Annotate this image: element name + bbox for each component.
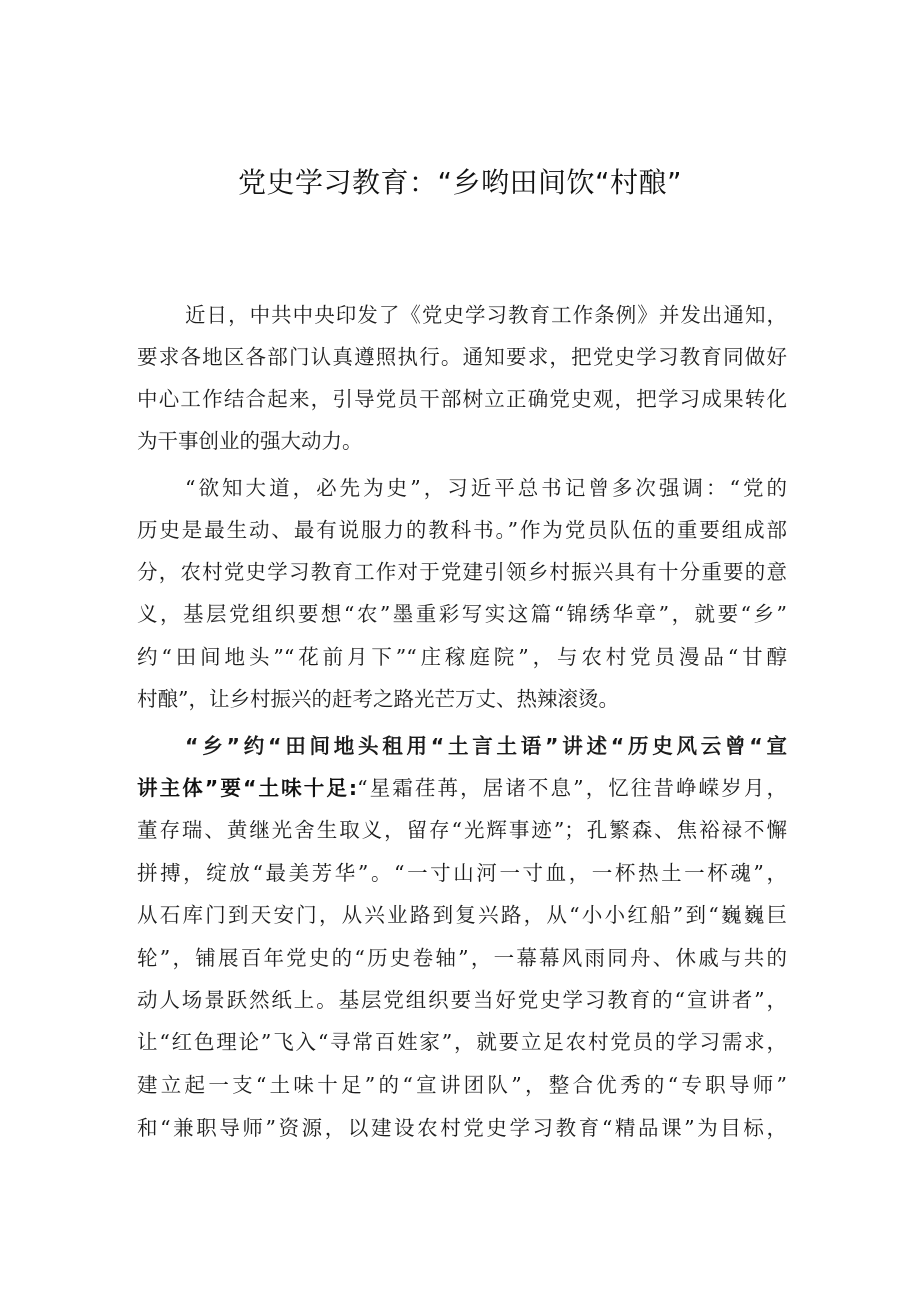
paragraph-3-heading-bold: 讲主体”要“土味十足:	[137, 776, 358, 800]
paragraph-2-line-1: “欲知大道，必先为史”，习近平总书记曾多次强调：“党的	[185, 476, 787, 500]
paragraph-2-line-6: 村酿”，让乡村振兴的赶考之路光芒万丈、热辣滚烫。	[137, 687, 619, 711]
paragraph-3-line-2-rest: “星霜荏苒，居诸不息”，忆往昔峥嵘岁月，	[357, 776, 787, 800]
paragraph-3-line-2	[137, 773, 787, 803]
document-title: 党史学习教育：“乡哟田间饮“村酿”	[237, 166, 683, 199]
paragraph-3-line-10: 和“兼职导师”资源，以建设农村党史学习教育“精品课”为目标，	[137, 1116, 787, 1140]
paragraph-3-line-7: 动人场景跃然纸上。基层党组织要当好党史学习教育的“宣讲者”，	[137, 988, 787, 1012]
paragraph-3-line-8: 让“红色理论”飞入“寻常百姓家”，就要立足农村党员的学习需求，	[137, 1030, 787, 1054]
paragraph-2-line-3: 分，农村党史学习教育工作对于党建引领乡村振兴具有十分重要的意	[137, 560, 787, 584]
paragraph-3-heading-line-1: “乡”约“田间地头租用“土言土语”讲述“历史风云曾“宣	[185, 734, 787, 758]
paragraph-2-line-5: 约“田间地头”“花前月下”“庄稼庭院”，与农村党员漫品“甘醇	[137, 645, 787, 669]
paragraph-1-line-2: 要求各地区各部门认真遵照执行。通知要求，把党史学习教育同做好	[137, 345, 787, 369]
paragraph-1-line-1: 近日，中共中央印发了《党史学习教育工作条例》并发出通知，	[185, 303, 787, 327]
paragraph-2-line-4: 义，基层党组织要想“农”墨重彩写实这篇“锦绣华章”，就要“乡”	[137, 602, 787, 626]
paragraph-3-line-9: 建立起一支“土味十足”的“宣讲团队”，整合优秀的“专职导师”	[137, 1073, 787, 1097]
paragraph-2-line-2: 历史是最生动、最有说服力的教科书。”作为党员队伍的重要组成部	[137, 518, 787, 542]
paragraph-1-line-3: 中心工作结合起来，引导党员干部树立正确党史观，把学习成果转化	[137, 387, 787, 411]
paragraph-3-line-4: 拼搏，绽放“最美芳华”。“一寸山河一寸血，一杯热土一杯魂”，	[137, 861, 787, 885]
paragraph-1-line-4: 为干事创业的强大动力。	[137, 429, 363, 453]
paragraph-3-line-5: 从石库门到天安门，从兴业路到复兴路，从“小小红船”到“巍巍巨	[137, 903, 787, 927]
paragraph-3-line-3: 董存瑞、黄继光舍生取义，留存“光辉事迹”；孔繁森、焦裕禄不懈	[137, 818, 787, 842]
paragraph-3-line-6: 轮”，铺展百年党史的“历史卷轴”，一幕幕风雨同舟、休戚与共的	[137, 946, 787, 970]
